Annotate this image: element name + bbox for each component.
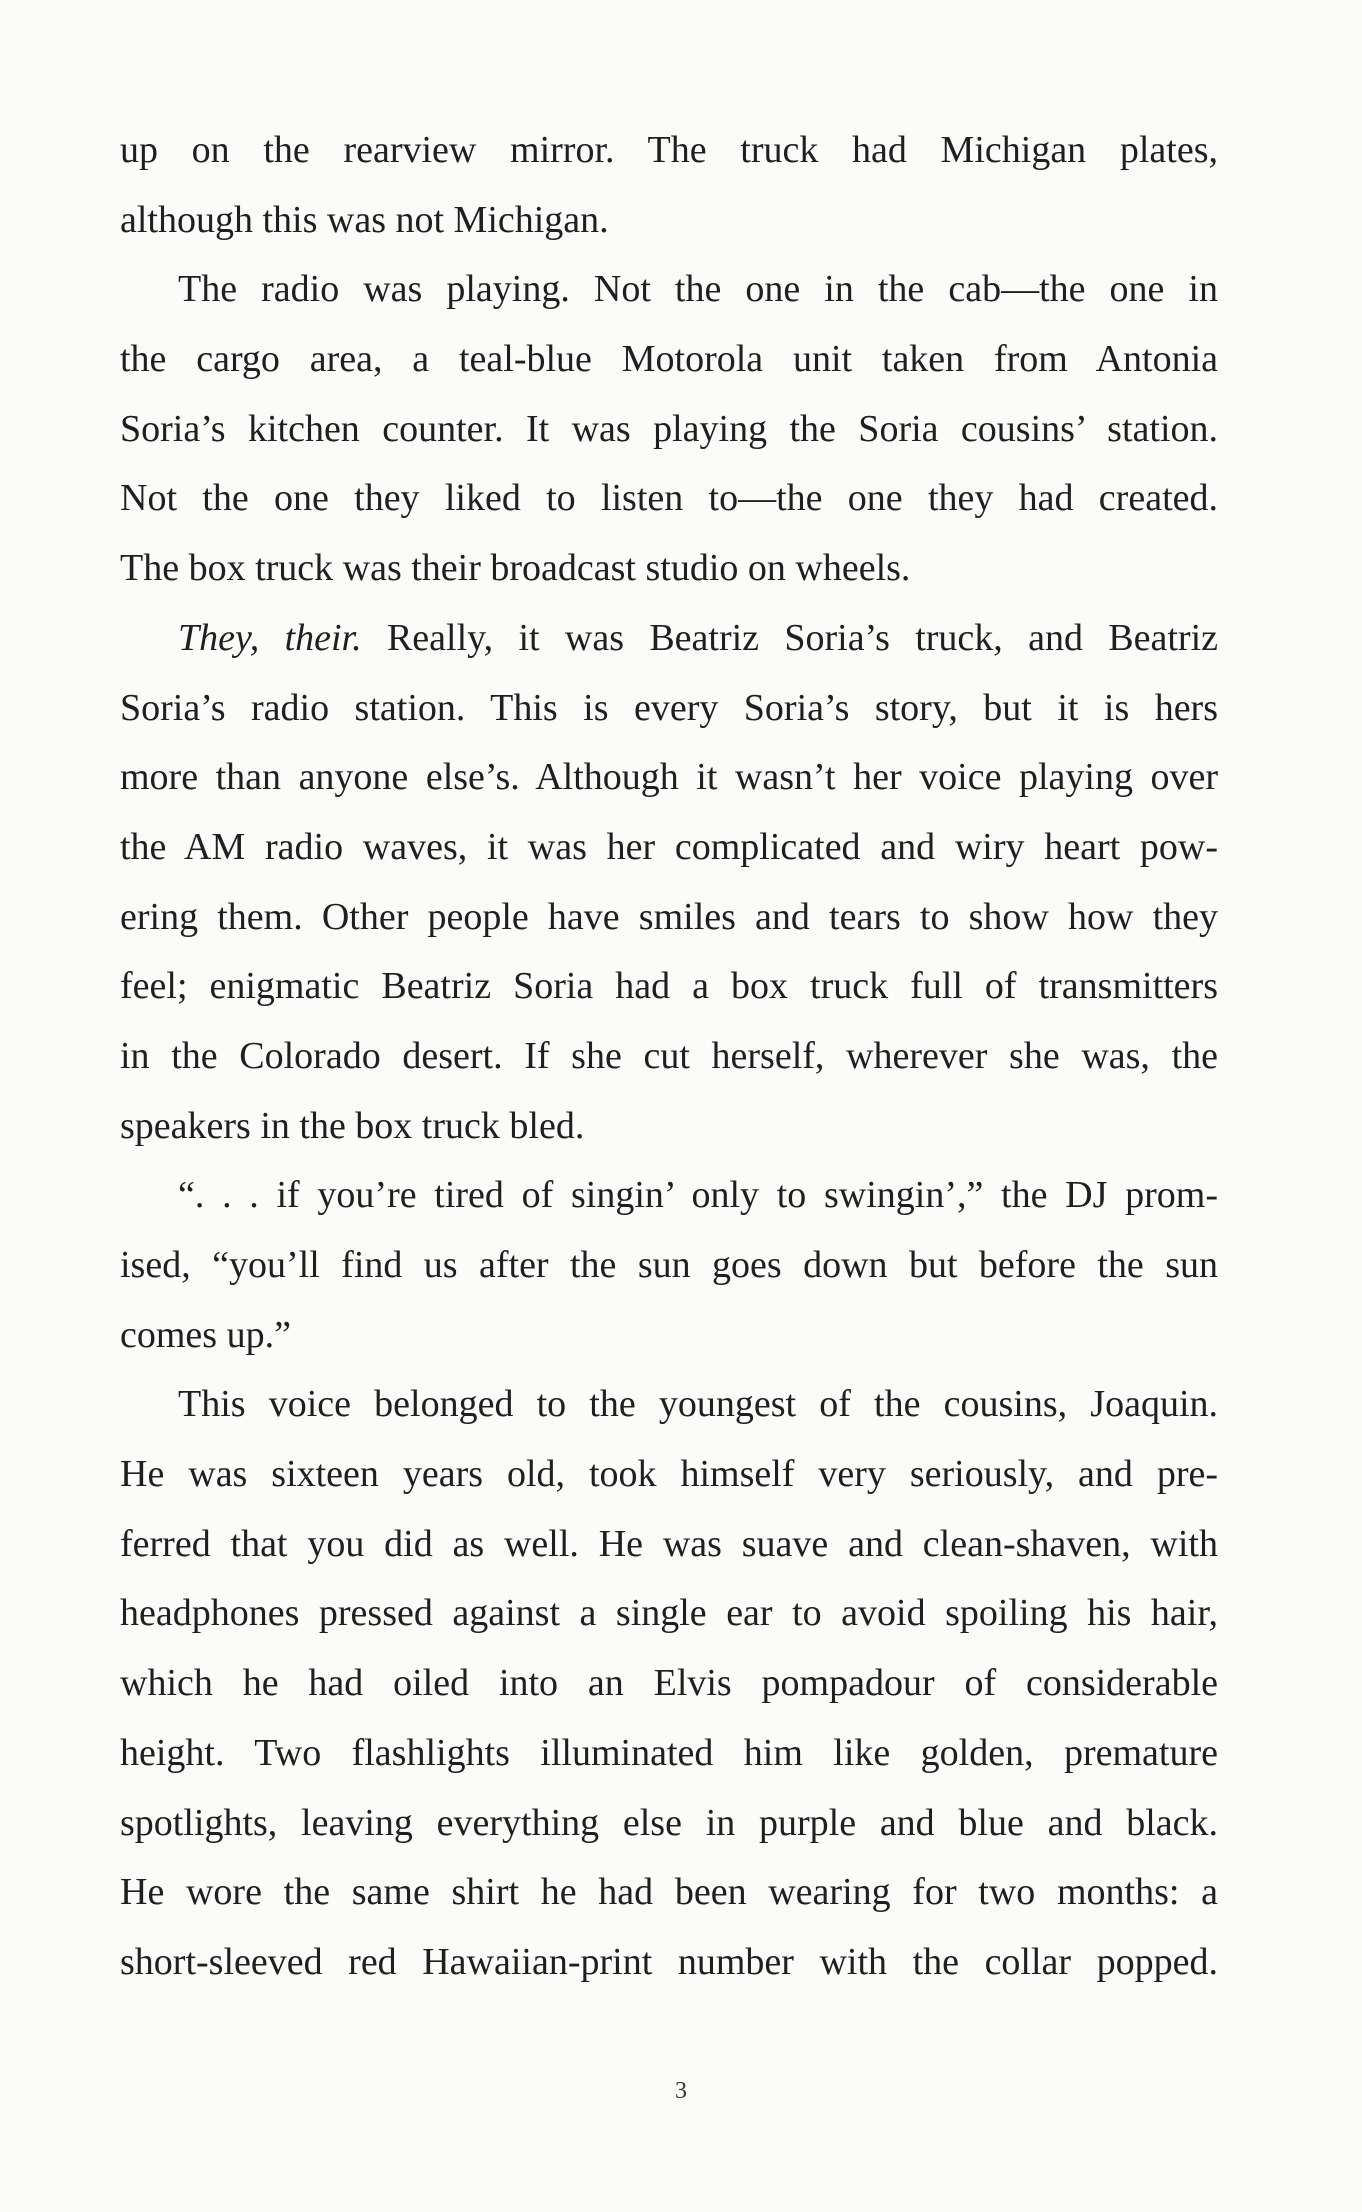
text-line: The box truck was their broadcast studio on wheels. — [120, 547, 911, 590]
text-line: ised, “you’ll find us after the sun goes down but before the sun — [120, 1244, 1218, 1286]
text-line: more than anyone else’s. Although it wasn’t her voice playing over — [120, 756, 1218, 799]
text-line: headphones pressed against a single ear to avoid spoiling his hair, — [120, 1592, 1218, 1635]
text-line: The radio was playing. Not the one in the cab—the one in — [178, 268, 1218, 311]
italic-phrase: They, their. — [178, 616, 362, 659]
text-line: Not the one they liked to listen to—the one they had created. — [120, 477, 1218, 520]
text-line: height. Two flashlights illuminated him like golden, premature — [120, 1731, 1218, 1774]
text-line: Soria’s radio station. This is every Soria’s story, but it is hers — [120, 686, 1218, 729]
text-line: comes up.” — [120, 1313, 291, 1356]
text-line: the cargo area, a teal-blue Motorola unit taken from Antonia — [120, 338, 1218, 381]
text-line: spotlights, leaving everything else in purple and blue and black. — [120, 1801, 1218, 1844]
text-line: the AM radio waves, it was her complicated and wiry heart pow- — [120, 825, 1218, 868]
page-number: 3 — [675, 2078, 687, 2104]
text-line: which he had oiled into an Elvis pompadour of considerable — [120, 1662, 1218, 1705]
text-line: up on the rearview mirror. The truck had Michigan plates, — [120, 129, 1218, 171]
text-line — [178, 604, 1218, 674]
text-line: Soria’s kitchen counter. It was playing the Soria cousins’ station. — [120, 407, 1218, 450]
text-line: ering them. Other people have smiles and tears to show how they — [120, 895, 1218, 938]
text-line: although this was not Michigan. — [120, 198, 609, 241]
text-line: This voice belonged to the youngest of the cousins, Joaquin. — [178, 1383, 1218, 1426]
text-line: in the Colorado desert. If she cut herself, wherever she was, the — [120, 1034, 1218, 1077]
text-line: speakers in the box truck bled. — [120, 1104, 585, 1147]
text-line: ferred that you did as well. He was suave and clean-shaven, with — [120, 1522, 1218, 1565]
text-line: He wore the same shirt he had been wearing for two months: a — [120, 1871, 1218, 1914]
text-line: “. . . if you’re tired of singin’ only to swingin’,” the DJ prom- — [178, 1174, 1218, 1217]
text-line: feel; enigmatic Beatriz Soria had a box truck full of transmitters — [120, 965, 1218, 1008]
text-line: short-sleeved red Hawaiian-print number with the collar popped. — [120, 1940, 1218, 1983]
text-line: He was sixteen years old, took himself very seriously, and pre- — [120, 1453, 1218, 1496]
text-run: Really, it was Beatriz Soria’s truck, and Beatriz — [361, 616, 1218, 659]
